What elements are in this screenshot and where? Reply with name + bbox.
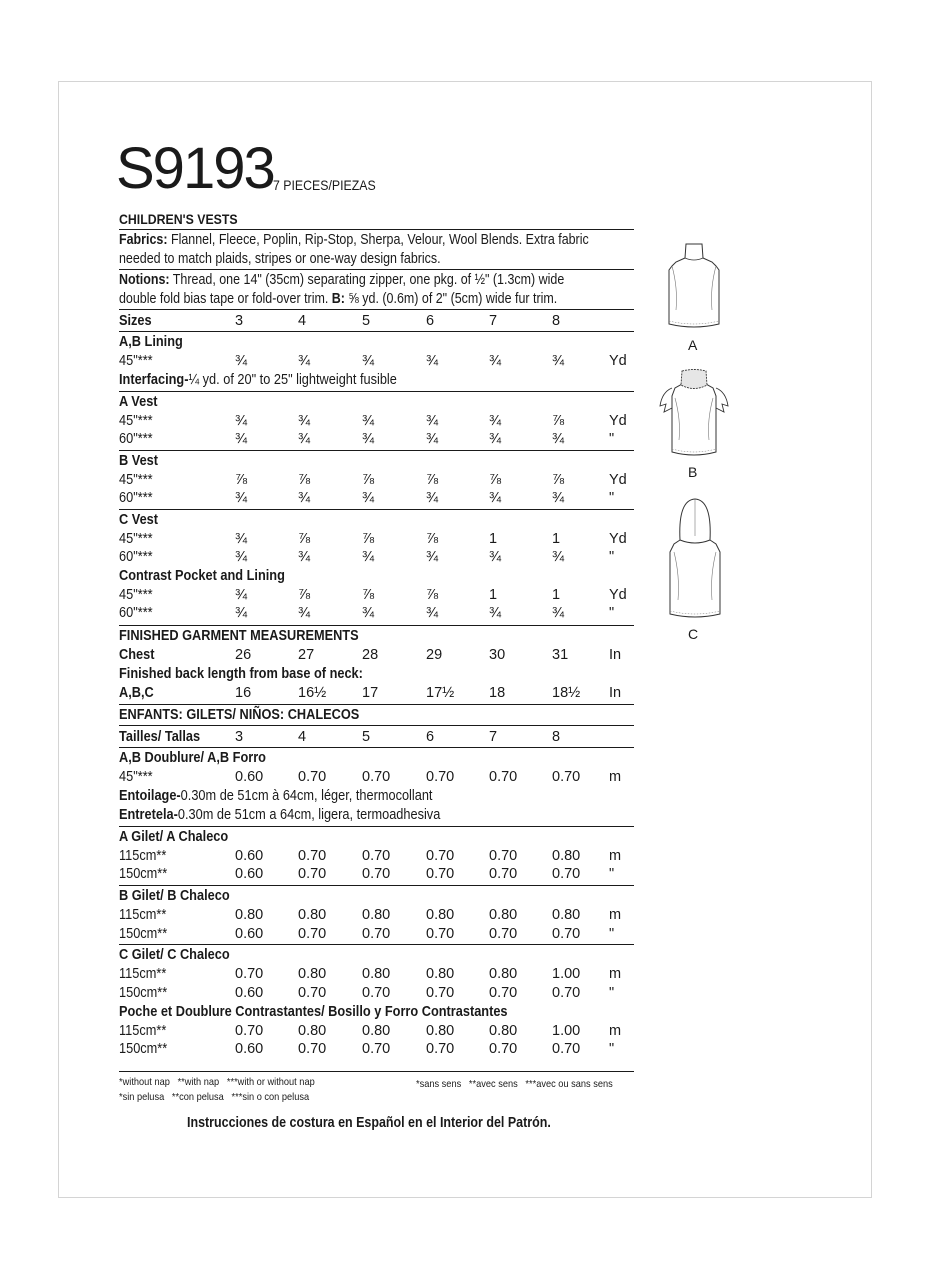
notions-line2-rest: ⅝ yd. (0.6m) of 2" (5cm) wide fur trim. [344, 291, 558, 307]
section-title: FINISHED GARMENT MEASUREMENTS [119, 628, 359, 644]
interfacing-row: Interfacing- ¼ yd. of 20" to 25" lightweight fusible [119, 372, 397, 388]
view-a-label: A [688, 337, 698, 353]
view-b-label: B [688, 464, 698, 480]
footnote-es: *sin pelusa **con pelusa ***sin o con pelusa [119, 1091, 310, 1103]
yardage-row: 115cm** 0.60 0.70 0.70 0.70 0.70 0.80 m [119, 848, 622, 864]
size-cell: 3 [235, 313, 244, 329]
yardage-row: 150cm** 0.60 0.70 0.70 0.70 0.70 0.70 " [119, 985, 615, 1001]
pattern-title: CHILDREN'S VESTS [119, 211, 238, 227]
yardage-row: 45"*** ¾ ¾ ¾ ¾ ¾ ⅞ Yd [119, 413, 627, 429]
divider [119, 309, 634, 310]
spanish-instructions-note: Instrucciones de costura en Español en el Interior del Patrón. [187, 1115, 551, 1131]
yardage-row: 115cm** 0.70 0.80 0.80 0.80 0.80 1.00 m [119, 1023, 622, 1039]
interfacing-row: Entretela- 0.30m de 51cm a 64cm, ligera, termoadhesiva [119, 807, 441, 823]
fabrics-section [119, 231, 635, 269]
size-cell: 7 [489, 313, 498, 329]
fabrics-label: Fabrics: [119, 232, 168, 248]
fabrics-line2: needed to match plaids, stripes or one-way design fabrics. [119, 251, 441, 267]
pieces-count: 7 PIECES/PIEZAS [273, 177, 376, 193]
fabrics-line1: Flannel, Fleece, Poplin, Rip-Stop, Sherpa, Velour, Wool Blends. Extra fabric [167, 232, 589, 248]
sizes-label: Sizes [119, 313, 152, 329]
section-title: Finished back length from base of neck: [119, 666, 363, 682]
footnote-fr: *sans sens **avec sens ***avec ou sans sens [416, 1078, 613, 1090]
size-cell: 5 [362, 313, 371, 329]
section-title: Poche et Doublure Contrastantes/ Bosillo y Forro Contrastantes [119, 1004, 508, 1020]
size-cell: 8 [552, 313, 561, 329]
section-title: A,B Doublure/ A,B Forro [119, 750, 266, 766]
pattern-number: S9193 [116, 136, 274, 201]
section-title: A Vest [119, 394, 158, 410]
yardage-row: 150cm** 0.60 0.70 0.70 0.70 0.70 0.70 " [119, 926, 615, 942]
divider [119, 725, 634, 726]
size-cell: 4 [298, 313, 307, 329]
measure-row: Chest 26 27 28 29 30 31 In [119, 647, 622, 663]
notions-section [119, 271, 635, 309]
sizes-row [119, 312, 634, 331]
yardage-row: 60"*** ¾ ¾ ¾ ¾ ¾ ¾ " [119, 490, 615, 506]
measure-row: A,B,C 16 16½ 17 17½ 18 18½ In [119, 685, 622, 701]
yardage-row: 45"*** ⅞ ⅞ ⅞ ⅞ ⅞ ⅞ Yd [119, 472, 627, 488]
vest-b-illustration [656, 368, 732, 460]
section-title: C Vest [119, 512, 159, 528]
section-title: A,B Lining [119, 334, 183, 350]
footnote-en: *without nap **with nap ***with or without nap [119, 1076, 315, 1088]
divider [119, 1071, 634, 1072]
yardage-row: 60"*** ¾ ¾ ¾ ¾ ¾ ¾ " [119, 431, 615, 447]
section-title: B Vest [119, 453, 159, 469]
sizes-row: Tailles/ Tallas 3 4 5 6 7 8 [119, 729, 561, 745]
yardage-row: 115cm** 0.80 0.80 0.80 0.80 0.80 0.80 m [119, 907, 622, 923]
yardage-row: 60"*** ¾ ¾ ¾ ¾ ¾ ¾ " [119, 549, 615, 565]
yardage-row: 45"*** ¾ ⅞ ⅞ ⅞ 1 1 Yd [119, 531, 627, 547]
yardage-row: 45"*** 0.60 0.70 0.70 0.70 0.70 0.70 m [119, 769, 622, 785]
vest-a-illustration [664, 240, 724, 332]
notions-line2: double fold bias tape or fold-over trim. [119, 291, 332, 307]
notions-line1: Thread, one 14" (35cm) separating zipper, one pkg. of ½" (1.3cm) wide [169, 272, 565, 288]
section-title: A Gilet/ A Chaleco [119, 829, 229, 845]
yardage-row: 150cm** 0.60 0.70 0.70 0.70 0.70 0.70 " [119, 866, 615, 882]
yardage-row: 45"*** ¾ ⅞ ⅞ ⅞ 1 1 Yd [119, 587, 627, 603]
section-title: C Gilet/ C Chaleco [119, 947, 230, 963]
section-title: B Gilet/ B Chaleco [119, 888, 230, 904]
size-cell: 6 [426, 313, 435, 329]
section-title: Contrast Pocket and Lining [119, 568, 285, 584]
notions-b-label: B: [331, 291, 345, 307]
yardage-row: 60"*** ¾ ¾ ¾ ¾ ¾ ¾ " [119, 605, 615, 621]
vest-c-illustration [664, 496, 726, 622]
yardage-row: 45"*** ¾ ¾ ¾ ¾ ¾ ¾ Yd [119, 353, 627, 369]
notions-label: Notions: [119, 272, 170, 288]
interfacing-row: Entoilage- 0.30m de 51cm à 64cm, léger, thermocollant [119, 788, 433, 804]
view-c-label: C [688, 626, 699, 642]
section-title: ENFANTS: GILETS/ NIÑOS: CHALECOS [119, 707, 360, 723]
yardage-row: 150cm** 0.60 0.70 0.70 0.70 0.70 0.70 " [119, 1041, 615, 1057]
yardage-row: 115cm** 0.70 0.80 0.80 0.80 0.80 1.00 m [119, 966, 622, 982]
